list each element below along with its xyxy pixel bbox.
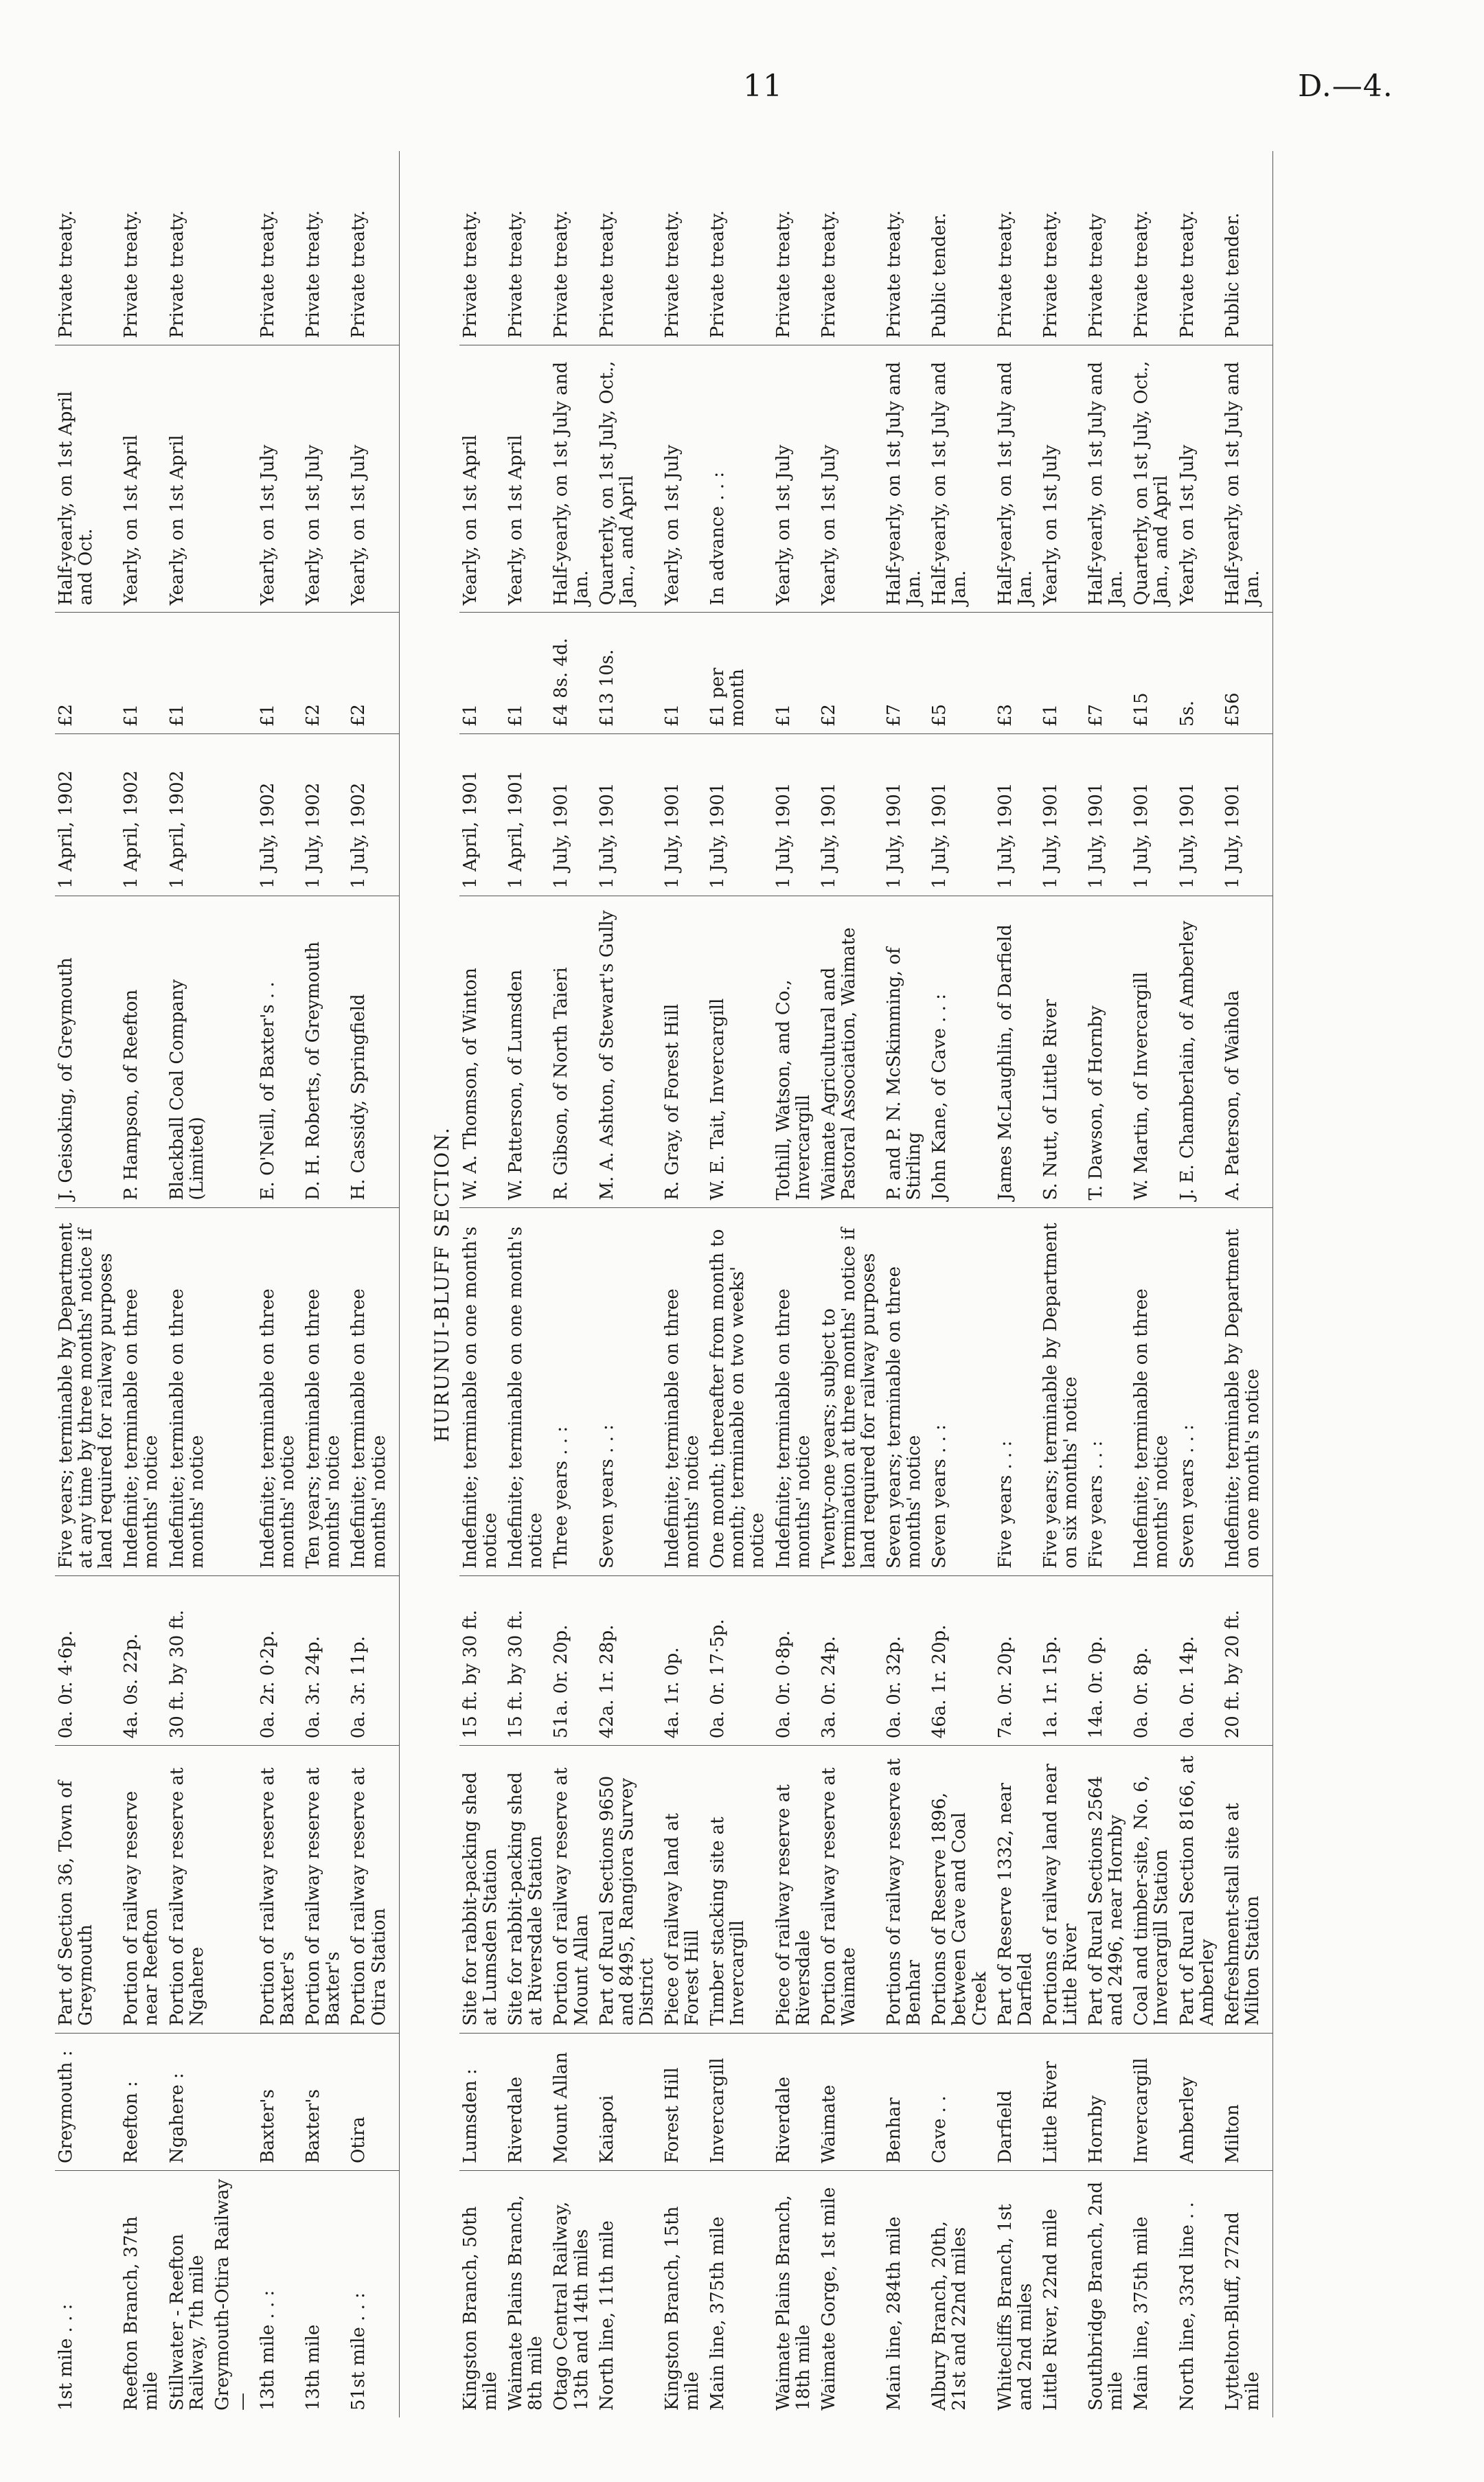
tenant-cell: W. Patterson, of Lumsden [505,896,550,1207]
area-cell: 20 ft. by 20 ft. [1222,1575,1273,1746]
tenure-cell: Three years . . : [550,1207,595,1575]
term-from-cell: 1 July, 1901 [661,734,707,896]
tenant-cell: M. A. Ashton, of Stewart's Gully [596,896,661,1207]
annual-rent-cell: £4 8s. 4d. [550,613,595,734]
line-mileage-cell: Waimate Gorge, 1st mile [818,2187,839,2411]
payment-terms-cell: Half-yearly, on 1st July and Jan. [928,345,994,613]
term-from-cell: 1 April, 1902 [166,734,212,896]
land-description-cell: Portions of railway land near Little River [1040,1746,1085,2033]
annual-rent-cell: 5s. [1176,613,1222,734]
area-cell: 14a. 0r. 0p. [1085,1575,1130,1746]
how-leased-cell: Private treaty [1085,151,1130,345]
land-description-cell: Refreshment-stall site at Milton Station [1222,1746,1273,2033]
tenant-cell: John Kane, of Cave . . : [928,896,994,1207]
land-description-cell: Portion of railway reserve near Reefton [120,1746,165,2033]
tenant-cell: P. Hampson, of Reefton [120,896,165,1207]
how-leased-cell: Private treaty. [596,151,661,345]
land-description-cell: Part of Reserve 1332, near Darfield [994,1746,1040,2033]
payment-terms-cell: Quarterly, on 1st July, Oct., Jan., and April [596,345,661,613]
term-from-cell: 1 July, 1901 [1085,734,1130,896]
tenure-cell: Five years . . : [994,1207,1040,1575]
term-from-cell: 1 April, 1902 [120,734,165,896]
station-cell: Cave . . [928,2033,994,2170]
line-mileage-cell: North line, 33rd line . . [1176,2202,1198,2411]
payment-terms-cell: Yearly, on 1st July [773,345,818,613]
station-cell: Ngahere : [166,2033,212,2170]
tenant-cell: W. A. Thomson, of Winton [459,896,505,1207]
land-description-cell: Portion of railway reserve at Mount Allan [550,1746,595,2033]
station-cell: Riverdale [505,2033,550,2170]
term-from-cell: 1 April, 1902 [55,734,120,896]
term-from-cell: 1 April, 1901 [505,734,550,896]
how-leased-cell: Private treaty. [883,151,928,345]
tenant-cell: A. Paterson, of Waihola [1222,896,1273,1207]
how-leased-cell: Private treaty. [1130,151,1176,345]
line-mileage-cell: Greymouth-Otira Railway— [212,2178,253,2411]
land-description-cell: Coal and timber-site, No. 6, Invercargill Station [1130,1746,1176,2033]
annual-rent-cell: £1 per month [707,613,772,734]
how-leased-cell: Private treaty. [818,151,883,345]
line-mileage-cell: Main line, 375th mile [707,2216,729,2411]
table-row [505,151,550,2417]
line-mileage-cell: Kingston Branch, 50th mile [460,2206,501,2411]
station-cell: Lumsden : [459,2033,505,2170]
annual-rent-cell: £5 [928,613,994,734]
station-cell: Baxter's [302,2033,347,2170]
line-mileage-cell: Otago Central Railway, 13th and 14th miles [551,2201,592,2411]
station-cell: Invercargill [707,2033,772,2170]
term-from-cell: 1 July, 1901 [550,734,595,896]
area-cell: 0a. 0r. 0·8p. [773,1575,818,1746]
term-from-cell: 1 July, 1901 [994,734,1040,896]
land-description-cell: Portion of railway reserve at Waimate [818,1746,883,2033]
station-cell: Invercargill [1130,2033,1176,2170]
how-leased-cell: Private treaty. [773,151,818,345]
how-leased-cell: Private treaty. [1176,151,1222,345]
station-cell: Reefton : [120,2033,165,2170]
table-row [120,151,165,2417]
payment-terms-cell: Yearly, on 1st April [505,345,550,613]
station-cell: Otira [347,2033,399,2170]
line-mileage-cell: Southbridge Branch, 2nd mile [1086,2181,1127,2411]
land-description-cell: Portions of railway reserve at Benhar [883,1746,928,2033]
land-description-cell: Portion of railway reserve at Ngahere [166,1746,212,2033]
annual-rent-cell: £1 [120,613,165,734]
payment-terms-cell: In advance . . : [707,345,772,613]
annual-rent-cell: £3 [994,613,1040,734]
station-cell: Amberley [1176,2033,1222,2170]
payment-terms-cell: Yearly, on 1st July [347,345,399,613]
table-row [596,151,661,2417]
tenure-cell: Indefinite; terminable on three months' notice [347,1207,399,1575]
line-mileage-cell: Reefton Branch, 37th mile [121,2216,162,2411]
how-leased-cell: Private treaty. [459,151,505,345]
table-row [1130,151,1176,2417]
annual-rent-cell [212,613,257,734]
area-cell: 42a. 1r. 28p. [596,1575,661,1746]
payment-terms-cell: Half-yearly, on 1st July and Jan. [550,345,595,613]
area-cell: 4a. 1r. 0p. [661,1575,707,1746]
station-cell: Greymouth : [55,2033,120,2170]
lease-table [55,151,1273,2417]
term-from-cell: 1 July, 1901 [707,734,772,896]
tenant-cell: W. Martin, of Invercargill [1130,896,1176,1207]
land-description-cell: Portion of railway reserve at Otira Station [347,1746,399,2033]
area-cell: 0a. 0r. 32p. [883,1575,928,1746]
station-cell: Milton [1222,2033,1273,2170]
table-row [661,151,707,2417]
tenant-cell: W. E. Tait, Invercargill [707,896,772,1207]
how-leased-cell: Private treaty. [302,151,347,345]
payment-terms-cell: Half-yearly, on 1st July and Jan. [1222,345,1273,613]
station-cell: Darfield [994,2033,1040,2170]
payment-terms-cell [212,345,257,613]
term-from-cell: 1 July, 1901 [773,734,818,896]
annual-rent-cell: £1 [1040,613,1085,734]
table-row [707,151,772,2417]
annual-rent-cell: £1 [661,613,707,734]
term-from-cell: 1 July, 1901 [1222,734,1273,896]
line-mileage-cell: 1st mile . . : [56,2303,76,2411]
page-number: 11 [743,69,783,104]
payment-terms-cell: Quarterly, on 1st July, Oct., Jan., and April [1130,345,1176,613]
section-gap-cell [399,151,422,2417]
tenure-cell: Five years; terminable by Department at any time by three months' notice if land required for railway purposes [55,1207,120,1575]
area-cell: 1a. 1r. 15p. [1040,1575,1085,1746]
table-row [928,151,994,2417]
line-mileage-cell: Main line, 375th mile [1131,2216,1152,2411]
table-row [550,151,595,2417]
tenure-cell: Indefinite; terminable on three months' notice [166,1207,212,1575]
land-description-cell: Portions of Reserve 1896, between Cave and Coal Creek [928,1746,994,2033]
line-mileage-cell: Main line, 284th mile [884,2216,905,2411]
line-mileage-cell: Lyttelton-Bluff, 272nd mile [1222,2171,1273,2417]
payment-terms-cell: Yearly, on 1st July [1176,345,1222,613]
payment-terms-cell: Yearly, on 1st July [1040,345,1085,613]
station-cell: Riverdale [773,2033,818,2170]
term-from-cell: 1 April, 1901 [459,734,505,896]
table-row [257,151,302,2417]
line-mileage-cell: Little River, 22nd mile [1040,2209,1061,2411]
how-leased-cell: Private treaty. [257,151,302,345]
area-cell: 46a. 1r. 20p. [928,1575,994,1746]
tenure-cell: Seven years . . : [1176,1207,1222,1575]
area-cell: 0a. 0r. 14p. [1176,1575,1222,1746]
area-cell: 7a. 0r. 20p. [994,1575,1040,1746]
line-mileage-cell: 13th mile . . : [257,2290,278,2411]
area-cell: 4a. 0s. 22p. [120,1575,165,1746]
payment-terms-cell: Yearly, on 1st July [661,345,707,613]
area-cell: 0a. 3r. 24p. [302,1575,347,1746]
how-leased-cell [212,151,257,345]
line-mileage-cell: Stillwater - Reefton Railway, 7th mile [166,2233,207,2411]
payment-terms-cell: Yearly, on 1st July [818,345,883,613]
tenure-cell: Indefinite; terminable on one month's notice [505,1207,550,1575]
station-cell: Baxter's [257,2033,302,2170]
annual-rent-cell: £2 [302,613,347,734]
station-cell: Benhar [883,2033,928,2170]
term-from-cell: 1 July, 1902 [347,734,399,896]
table-row [1085,151,1130,2417]
table-row [883,151,928,2417]
tenant-cell: E. O'Neill, of Baxter's . . [257,896,302,1207]
area-cell: 0a. 0r. 4·6p. [55,1575,120,1746]
tenure-cell: Indefinite; terminable by Department on one month's notice [1222,1207,1273,1575]
annual-rent-cell: £1 [459,613,505,734]
line-mileage-cell: 13th mile [303,2324,324,2411]
land-description-cell: Piece of railway reserve at Riversdale [773,1746,818,2033]
payment-terms-cell: Half-yearly, on 1st April and Oct. [55,345,120,613]
table-row [347,151,399,2417]
table-row [1176,151,1222,2417]
payment-terms-cell: Half-yearly, on 1st July and Jan. [883,345,928,613]
payment-terms-cell: Yearly, on 1st July [302,345,347,613]
annual-rent-cell: £1 [166,613,212,734]
term-from-cell: 1 July, 1901 [1040,734,1085,896]
how-leased-cell: Private treaty. [120,151,165,345]
land-description-cell: Portion of railway reserve at Baxter's [257,1746,302,2033]
document-code: D.—4. [1298,69,1393,104]
tenant-cell: Waimate Agricultural and Pastoral Association, Waimate [818,896,883,1207]
term-from-cell: 1 July, 1901 [1176,734,1222,896]
table-row [459,151,505,2417]
how-leased-cell: Private treaty. [55,151,120,345]
how-leased-cell: Private treaty. [661,151,707,345]
payment-terms-cell: Half-yearly, on 1st July and Jan. [1085,345,1130,613]
table-row [818,151,883,2417]
term-from-cell: 1 July, 1901 [883,734,928,896]
table-row [994,151,1040,2417]
area-cell: 0a. 2r. 0·2p. [257,1575,302,1746]
land-description-cell: Part of Rural Section 8166, at Amberley [1176,1746,1222,2033]
table-row [773,151,818,2417]
annual-rent-cell: £2 [55,613,120,734]
how-leased-cell: Public tender. [1222,151,1273,345]
tenure-cell: Seven years . . : [928,1207,994,1575]
term-from-cell: 1 July, 1901 [928,734,994,896]
station-cell [212,2033,257,2170]
term-from-cell: 1 July, 1901 [818,734,883,896]
station-cell: Hornby [1085,2033,1130,2170]
table-row [302,151,347,2417]
table-row [1040,151,1085,2417]
station-cell: Little River [1040,2033,1085,2170]
station-cell: Mount Allan [550,2033,595,2170]
tenure-cell [212,1207,257,1575]
station-cell: Waimate [818,2033,883,2170]
line-mileage-cell: Kingston Branch, 15th mile [661,2206,703,2411]
subheading-row [212,151,257,2417]
how-leased-cell: Private treaty. [550,151,595,345]
annual-rent-cell: £13 10s. [596,613,661,734]
station-cell: Forest Hill [661,2033,707,2170]
line-mileage-cell: Waimate Plains Branch, 18th mile [773,2195,814,2411]
area-cell: 15 ft. by 30 ft. [505,1575,550,1746]
area-cell: 51a. 0r. 20p. [550,1575,595,1746]
tenure-cell: Indefinite; terminable on three months' notice [661,1207,707,1575]
table-row [55,151,120,2417]
annual-rent-cell: £1 [257,613,302,734]
annual-rent-cell: £2 [818,613,883,734]
term-from-cell [212,734,257,896]
area-cell [212,1575,257,1746]
tenant-cell: Tothill, Watson, and Co., Invercargill [773,896,818,1207]
tenure-cell: Seven years . . : [596,1207,661,1575]
tenure-cell: Five years; terminable by Department on six months' notice [1040,1207,1085,1575]
annual-rent-cell: £15 [1130,613,1176,734]
payment-terms-cell: Yearly, on 1st April [166,345,212,613]
tenure-cell: Ten years; terminable on three months' notice [302,1207,347,1575]
land-description-cell: Part of Rural Sections 9650 and 8495, Rangiora Survey District [596,1746,661,2033]
tenant-cell: R. Gray, of Forest Hill [661,896,707,1207]
tenant-cell: Blackball Coal Company (Limited) [166,896,212,1207]
area-cell: 0a. 0r. 8p. [1130,1575,1176,1746]
tenure-cell: Indefinite; terminable on three months' notice [1130,1207,1176,1575]
how-leased-cell: Private treaty. [994,151,1040,345]
tenant-cell: S. Nutt, of Little River [1040,896,1085,1207]
tenant-cell: J. Geisoking, of Greymouth [55,896,120,1207]
annual-rent-cell: £56 [1222,613,1273,734]
how-leased-cell: Private treaty. [707,151,772,345]
land-description-cell: Part of Rural Sections 2564 and 2496, near Hornby [1085,1746,1130,2033]
tenant-cell: P. and P. N. McSkimming, of Stirling [883,896,928,1207]
payment-terms-cell: Yearly, on 1st April [120,345,165,613]
annual-rent-cell: £1 [773,613,818,734]
land-description-cell: Part of Section 36, Town of Greymouth [55,1746,120,2033]
tenant-cell: J. E. Chamberlain, of Amberley [1176,896,1222,1207]
annual-rent-cell: £7 [883,613,928,734]
tenant-cell: D. H. Roberts, of Greymouth [302,896,347,1207]
line-mileage-cell: North line, 11th mile [596,2220,617,2411]
rotated-ledger-table [55,151,1367,2417]
station-cell: Kaiapoi [596,2033,661,2170]
tenure-cell: Twenty-one years; subject to termination at three months' notice if land required for railway purposes [818,1207,883,1575]
term-from-cell: 1 July, 1901 [1130,734,1176,896]
area-cell: 3a. 0r. 24p. [818,1575,883,1746]
land-description-cell: Portion of railway reserve at Baxter's [302,1746,347,2033]
land-description-cell: Timber stacking site at Invercargill [707,1746,772,2033]
line-mileage-cell: Whitecliffs Branch, 1st and 2nd miles [994,2204,1036,2411]
section-heading-row [422,151,459,2417]
land-description-cell: Piece of railway land at Forest Hill [661,1746,707,2033]
line-mileage-cell: 51st mile . . : [347,2171,399,2417]
payment-terms-cell: Half-yearly, on 1st July and Jan. [994,345,1040,613]
table-row [166,151,212,2417]
land-description-cell [212,1746,257,2033]
tenure-cell: Indefinite; terminable on three months' notice [773,1207,818,1575]
tenant-cell: R. Gibson, of North Taieri [550,896,595,1207]
tenure-cell: One month; thereafter from month to month; terminable on two weeks' notice [707,1207,772,1575]
land-description-cell: Site for rabbit-packing shed at Riversdale Station [505,1746,550,2033]
tenant-cell: James McLaughlin, of Darfield [994,896,1040,1207]
payment-terms-cell: Yearly, on 1st July [257,345,302,613]
area-cell: 0a. 3r. 11p. [347,1575,399,1746]
how-leased-cell: Private treaty. [347,151,399,345]
annual-rent-cell: £7 [1085,613,1130,734]
tenure-cell: Five years . . : [1085,1207,1130,1575]
line-mileage-cell: Waimate Plains Branch, 8th mile [505,2195,547,2411]
section-gap [399,151,422,2417]
section-title: HURUNUI-BLUFF SECTION. [430,1126,453,1442]
tenant-cell [212,896,257,1207]
term-from-cell: 1 July, 1902 [257,734,302,896]
area-cell: 15 ft. by 30 ft. [459,1575,505,1746]
tenure-cell: Seven years; terminable on three months' notice [883,1207,928,1575]
how-leased-cell: Public tender. [928,151,994,345]
table-row [1222,151,1273,2417]
how-leased-cell: Private treaty. [505,151,550,345]
tenure-cell: Indefinite; terminable on three months' notice [257,1207,302,1575]
term-from-cell: 1 July, 1901 [596,734,661,896]
tenant-cell: T. Dawson, of Hornby [1085,896,1130,1207]
annual-rent-cell: £1 [505,613,550,734]
how-leased-cell: Private treaty. [1040,151,1085,345]
tenure-cell: Indefinite; terminable on three months' notice [120,1207,165,1575]
annual-rent-cell: £2 [347,613,399,734]
how-leased-cell: Private treaty. [166,151,212,345]
land-description-cell: Site for rabbit-packing shed at Lumsden Station [459,1746,505,2033]
term-from-cell: 1 July, 1902 [302,734,347,896]
area-cell: 0a. 0r. 17·5p. [707,1575,772,1746]
tenant-cell: H. Cassidy, Springfield [347,896,399,1207]
line-mileage-cell: Albury Branch, 20th, 21st and 22nd miles [929,2220,970,2411]
area-cell: 30 ft. by 30 ft. [166,1575,212,1746]
tenure-cell: Indefinite; terminable on one month's notice [459,1207,505,1575]
payment-terms-cell: Yearly, on 1st April [459,345,505,613]
